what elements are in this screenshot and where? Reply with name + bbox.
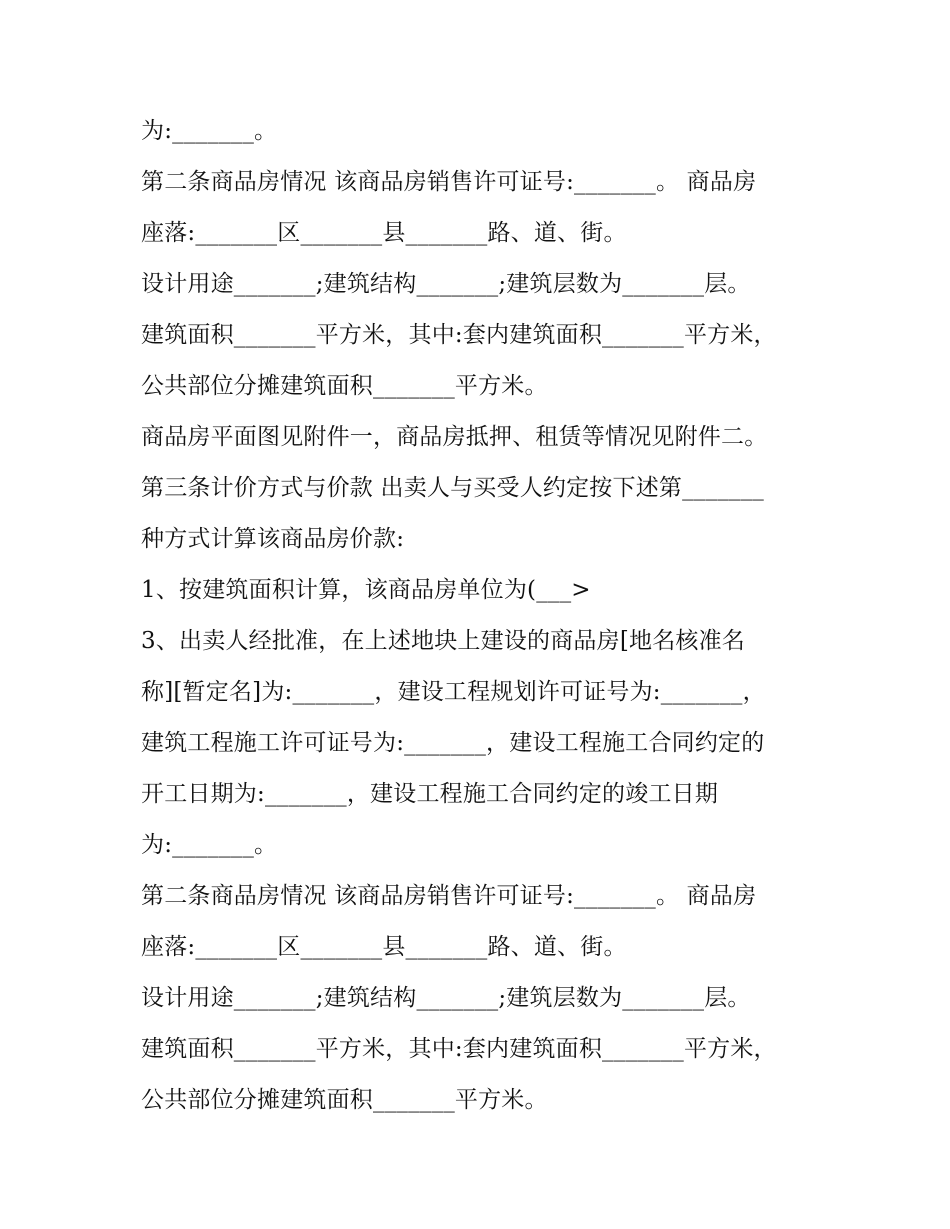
text-line: 第三条计价方式与价款 出卖人与买受人约定按下述第_______ [141,475,765,501]
text-line: 第二条商品房情况 该商品房销售许可证号:_______。 商品房 [141,169,757,195]
text-line: 设计用途_______;建筑结构_______;建筑层数为_______层。 [141,271,751,297]
text-line: 座落:_______区_______县_______路、道、街。 [141,934,627,960]
text-line: 称][暂定名]为:_______，建设工程规划许可证号为:_______， [141,679,766,705]
text-line: 开工日期为:_______，建设工程施工合同约定的竣工日期 [141,781,719,807]
text-line: 为:_______。 [141,118,278,144]
text-line: 建筑面积_______平方米，其中:套内建筑面积_______平方米， [141,1036,777,1062]
text-line: 公共部位分摊建筑面积_______平方米。 [141,373,548,399]
text-line: 设计用途_______;建筑结构_______;建筑层数为_______层。 [141,985,751,1011]
text-line: 为:_______。 [141,832,278,858]
text-line: 建筑工程施工许可证号为:_______，建设工程施工合同约定的 [141,730,765,756]
text-line: 公共部位分摊建筑面积_______平方米。 [141,1087,548,1113]
text-line: 种方式计算该商品房价款: [141,526,405,552]
text-line: 1、按建筑面积计算，该商品房单位为(___> [141,577,591,603]
text-line: 座落:_______区_______县_______路、道、街。 [141,220,627,246]
text-line: 3、出卖人经批准，在上述地块上建设的商品房[地名核准名 [141,628,746,654]
contract-text [141,106,821,1126]
text-line: 第二条商品房情况 该商品房销售许可证号:_______。 商品房 [141,883,757,909]
text-line: 商品房平面图见附件一，商品房抵押、租赁等情况见附件二。 [141,424,768,450]
text-line: 建筑面积_______平方米，其中:套内建筑面积_______平方米， [141,322,777,348]
